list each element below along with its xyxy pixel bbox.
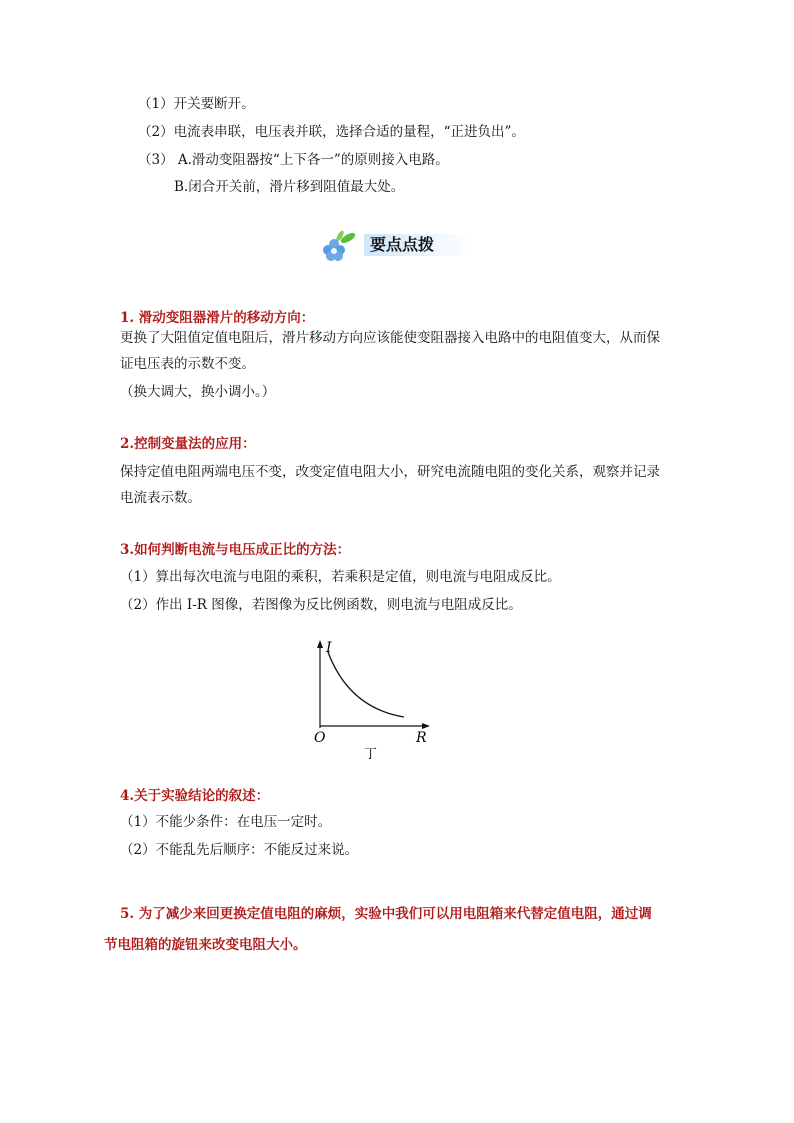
y-axis-label: I xyxy=(326,640,332,656)
inverse-curve xyxy=(328,652,404,717)
origin-label: O xyxy=(314,730,326,746)
intro-item-2: （2）电流表串联，电压表并联，选择合适的量程，“正进负出”。 xyxy=(138,124,525,140)
section-2-line-1: 保持定值电阻两端电压不变，改变定值电阻大小，研究电流随电阻的变化关系，观察并记录 xyxy=(120,464,660,480)
y-axis-arrow xyxy=(317,640,323,648)
section-2-line-2: 电流表示数。 xyxy=(120,490,201,506)
intro-item-3a: （3） A.滑动变阻器按“上下各一”的原则接入电路。 xyxy=(138,152,449,168)
section-1-line-2: 证电压表的示数不变。 xyxy=(120,356,255,372)
banner-title: 要点点拨 xyxy=(364,234,470,256)
section-1-line-1: 更换了大阻值定值电阻后，滑片移动方向应该能使变阻器接入电路中的电阻值变大，从而保 xyxy=(120,330,660,346)
section-4-heading: 4.关于实验结论的叙述： xyxy=(120,788,270,804)
section-3-line-1: （1）算出每次电流与电阻的乘积，若乘积是定值，则电流与电阻成反比。 xyxy=(120,569,561,585)
x-axis-arrow xyxy=(422,723,430,729)
intro-item-1: （1）开关要断开。 xyxy=(138,96,255,112)
section-1-heading: 1. 滑动变阻器滑片的移动方向： xyxy=(120,310,315,326)
flower-icon xyxy=(320,228,360,262)
x-axis-label: R xyxy=(416,730,427,746)
section-3-line-2: （2）作出 I-R 图像，若图像为反比例函数，则电流与电阻成反比。 xyxy=(120,597,522,613)
i-r-graph xyxy=(306,638,446,763)
intro-item-3b: B.闭合开关前，滑片移到阻值最大处。 xyxy=(174,179,405,195)
figure-caption: 丁 xyxy=(364,747,378,762)
section-5-line-2: 节电阻箱的旋钮来改变电阻大小。 xyxy=(104,937,307,953)
section-4-line-1: （1）不能少条件：在电压一定时。 xyxy=(120,814,332,830)
section-1-line-3: （换大调大，换小调小。） xyxy=(120,384,276,400)
section-2-heading: 2.控制变量法的应用： xyxy=(120,436,256,452)
section-3-heading: 3.如何判断电流与电压成正比的方法： xyxy=(120,542,351,558)
section-5-line-1: 5. 为了减少来回更换定值电阻的麻烦，实验中我们可以用电阻箱来代替定值电阻，通过调 xyxy=(120,906,652,922)
section-banner xyxy=(320,228,470,262)
section-4-line-2: （2）不能乱先后顺序：不能反过来说。 xyxy=(120,842,359,858)
